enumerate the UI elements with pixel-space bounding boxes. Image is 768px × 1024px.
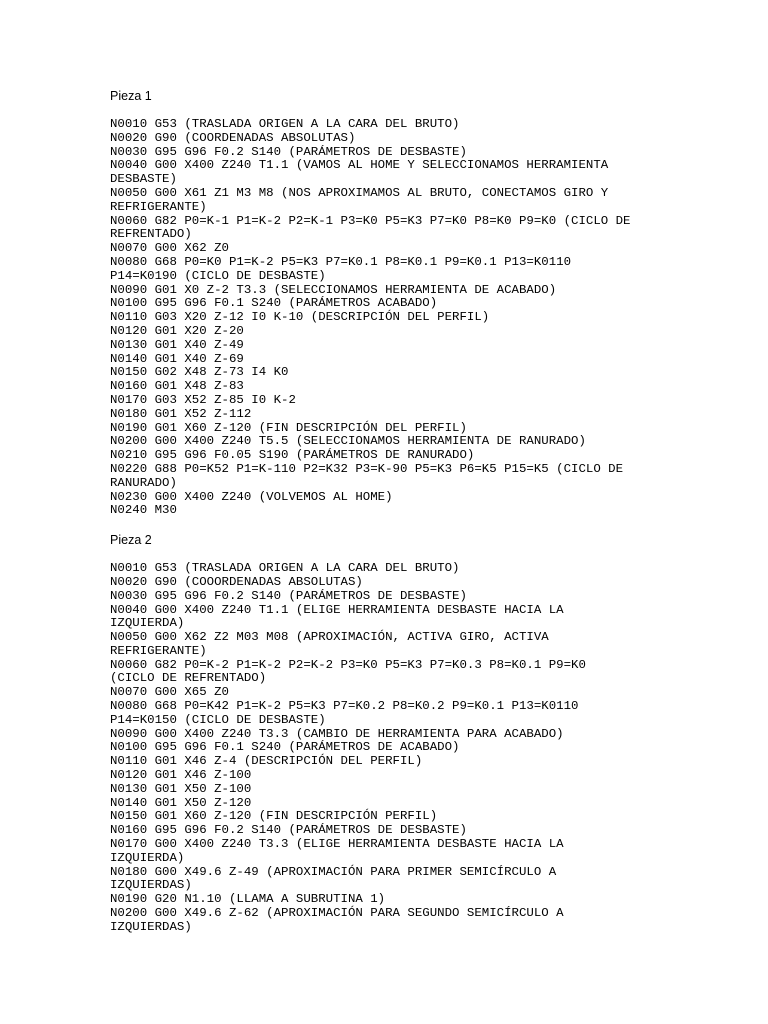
code-line: DESBASTE): [110, 172, 177, 187]
code-line: N0120 G01 X20 Z-20: [110, 323, 244, 338]
code-line: N0140 G01 X50 Z-120: [110, 795, 252, 810]
code-line: N0130 G01 X50 Z-100: [110, 781, 252, 796]
code-line: N0090 G01 X0 Z-2 T3.3 (SELECCIONAMOS HERRAMIENTA DE ACABADO): [110, 282, 557, 297]
section-pieza-1: [110, 86, 670, 518]
code-line: N0020 G90 (COOORDENADAS ABSOLUTAS): [110, 574, 363, 589]
code-line: N0060 G82 P0=K-1 P1=K-2 P2=K-1 P3=K0 P5=K3 P7=K0 P8=K0 P9=K0 (CICLO DE: [110, 213, 631, 228]
code-line: IZQUIERDAS): [110, 919, 192, 934]
code-line: N0210 G95 G96 F0.05 S190 (PARÁMETROS DE RANURADO): [110, 448, 475, 463]
section-pieza-2: [110, 530, 670, 935]
code-line: N0110 G01 X46 Z-4 (DESCRIPCIÓN DEL PERFIL): [110, 754, 423, 769]
code-line: REFRIGERANTE): [110, 199, 207, 214]
code-line: P14=K0190 (CICLO DE DESBASTE): [110, 268, 326, 283]
code-line: N0170 G03 X52 Z-85 I0 K-2: [110, 392, 296, 407]
code-line: N0040 G00 X400 Z240 T1.1 (ELIGE HERRAMIENTA DESBASTE HACIA LA: [110, 602, 564, 617]
code-line: N0030 G95 G96 F0.2 S140 (PARÁMETROS DE DESBASTE): [110, 588, 467, 603]
code-block: [110, 562, 670, 935]
code-line: N0170 G00 X400 Z240 T3.3 (ELIGE HERRAMIENTA DESBASTE HACIA LA: [110, 837, 564, 852]
code-line: N0180 G01 X52 Z-112: [110, 406, 252, 421]
code-line: N0110 G03 X20 Z-12 I0 K-10 (DESCRIPCIÓN DEL PERFIL): [110, 310, 490, 325]
code-line: N0040 G00 X400 Z240 T1.1 (VAMOS AL HOME Y SELECCIONAMOS HERRAMIENTA: [110, 158, 609, 173]
code-line: IZQUIERDAS): [110, 878, 192, 893]
code-line: N0010 G53 (TRASLADA ORIGEN A LA CARA DEL BRUTO): [110, 561, 460, 576]
code-line: N0150 G01 X60 Z-120 (FIN DESCRIPCIÓN PERFIL): [110, 809, 438, 824]
code-line: N0070 G00 X62 Z0: [110, 241, 229, 256]
code-line: N0070 G00 X65 Z0: [110, 685, 229, 700]
code-line: REFRIGERANTE): [110, 643, 207, 658]
code-line: N0150 G02 X48 Z-73 I4 K0: [110, 365, 289, 380]
code-line: N0190 G20 N1.10 (LLAMA A SUBRUTINA 1): [110, 892, 386, 907]
section-title: Pieza 2: [110, 533, 152, 548]
code-line: N0230 G00 X400 Z240 (VOLVEMOS AL HOME): [110, 489, 393, 504]
code-line: N0010 G53 (TRASLADA ORIGEN A LA CARA DEL BRUTO): [110, 117, 460, 131]
document-page: [110, 86, 670, 935]
code-line: N0160 G01 X48 Z-83: [110, 379, 244, 394]
code-line: IZQUIERDA): [110, 616, 185, 631]
code-line: RANURADO): [110, 475, 177, 490]
code-line: N0100 G95 G96 F0.1 S240 (PARÁMETROS ACABADO): [110, 296, 438, 311]
code-line: N0060 G82 P0=K-2 P1=K-2 P2=K-2 P3=K0 P5=K3 P7=K0.3 P8=K0.1 P9=K0: [110, 657, 586, 672]
code-line: N0050 G00 X62 Z2 M03 M08 (APROXIMACIÓN, ACTIVA GIRO, ACTIVA: [110, 630, 549, 645]
code-line: N0200 G00 X400 Z240 T5.5 (SELECCIONAMOS HERRAMIENTA DE RANURADO): [110, 434, 586, 449]
code-line: (CICLO DE REFRENTADO): [110, 671, 267, 686]
code-line: N0050 G00 X61 Z1 M3 M8 (NOS APROXIMAMOS AL BRUTO, CONECTAMOS GIRO Y: [110, 185, 609, 200]
code-line: N0090 G00 X400 Z240 T3.3 (CAMBIO DE HERRAMIENTA PARA ACABADO): [110, 726, 564, 741]
code-line: IZQUIERDA): [110, 850, 185, 865]
section-title: Pieza 1: [110, 89, 152, 103]
code-line: P14=K0150 (CICLO DE DESBASTE): [110, 712, 326, 727]
code-line: N0120 G01 X46 Z-100: [110, 768, 252, 783]
code-line: N0100 G95 G96 F0.1 S240 (PARÁMETROS DE ACABADO): [110, 740, 460, 755]
code-line: REFRENTADO): [110, 227, 192, 242]
code-line: N0080 G68 P0=K0 P1=K-2 P5=K3 P7=K0.1 P8=K0.1 P9=K0.1 P13=K0110: [110, 254, 572, 269]
code-line: N0130 G01 X40 Z-49: [110, 337, 244, 352]
code-line: N0180 G00 X49.6 Z-49 (APROXIMACIÓN PARA PRIMER SEMICÍRCULO A: [110, 864, 557, 879]
code-line: N0200 G00 X49.6 Z-62 (APROXIMACIÓN PARA SEGUNDO SEMICÍRCULO A: [110, 906, 564, 921]
code-line: N0020 G90 (COORDENADAS ABSOLUTAS): [110, 130, 356, 145]
code-line: N0080 G68 P0=K42 P1=K-2 P5=K3 P7=K0.2 P8=K0.2 P9=K0.1 P13=K0110: [110, 699, 579, 714]
code-block: [110, 118, 670, 518]
code-line: N0030 G95 G96 F0.2 S140 (PARÁMETROS DE DESBASTE): [110, 144, 467, 159]
code-line: N0190 G01 X60 Z-120 (FIN DESCRIPCIÓN DEL PERFIL): [110, 420, 467, 435]
code-line: N0160 G95 G96 F0.2 S140 (PARÁMETROS DE DESBASTE): [110, 823, 467, 838]
code-line: N0240 M30: [110, 503, 177, 518]
code-line: N0220 G88 P0=K52 P1=K-110 P2=K32 P3=K-90 P5=K3 P6=K5 P15=K5 (CICLO DE: [110, 461, 624, 476]
code-line: N0140 G01 X40 Z-69: [110, 351, 244, 366]
